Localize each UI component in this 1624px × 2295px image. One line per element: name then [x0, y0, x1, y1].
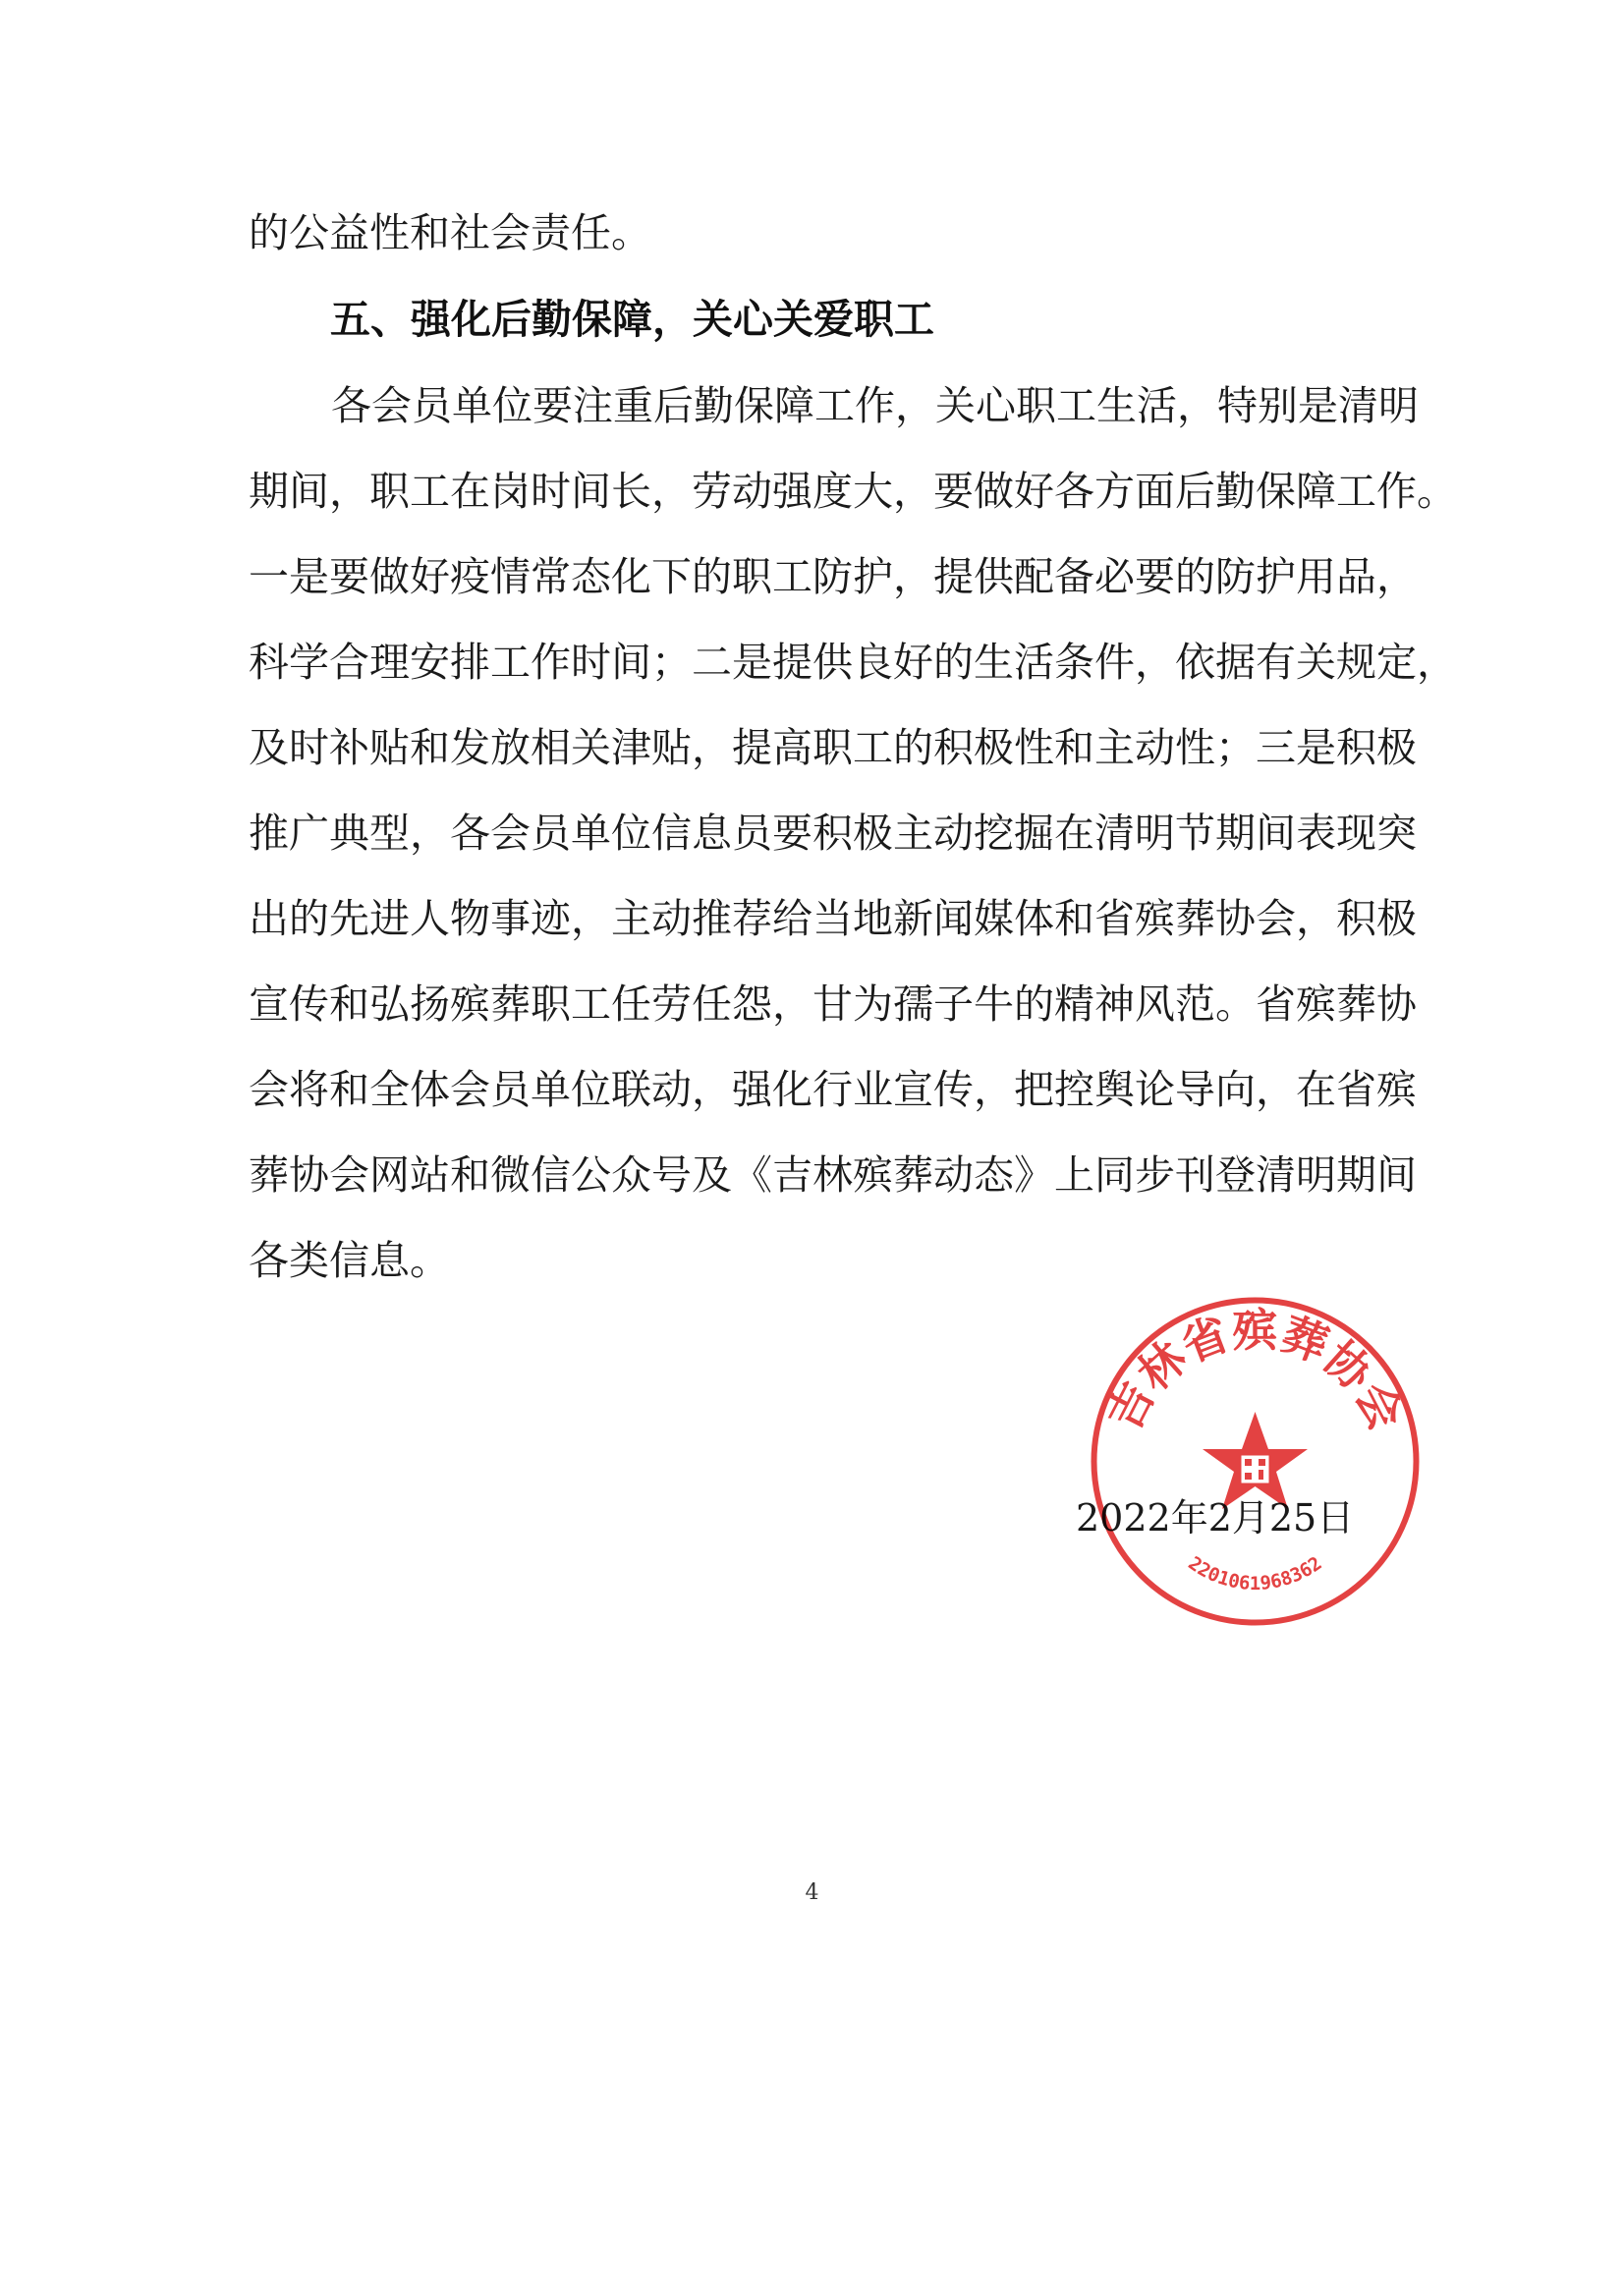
paragraph-line: 各会员单位要注重后勤保障工作，关心职工生活，特别是清明 [331, 382, 1419, 429]
paragraph-line: 期间，职工在岗时间长，劳动强度大，要做好各方面后勤保障工作。 [249, 468, 1457, 515]
paragraph-line: 科学合理安排工作时间；二是提供良好的生活条件，依据有关规定， [249, 639, 1457, 686]
section-heading: 五、强化后勤保障，关心关爱职工 [330, 296, 934, 343]
seal-qr-mark [1245, 1459, 1252, 1466]
seal-code-text: 2201061968362 [1184, 1552, 1326, 1595]
paragraph-line: 及时补贴和发放相关津贴，提高职工的积极性和主动性；三是积极 [249, 724, 1417, 771]
signature-date: 2022年2月25日 [1076, 1496, 1355, 1539]
paragraph-line: 各类信息。 [249, 1237, 450, 1284]
paragraph-line: 出的先进人物事迹，主动推荐给当地新闻媒体和省殡葬协会，积极 [249, 895, 1417, 942]
paragraph-line: 葬协会网站和微信公众号及《吉林殡葬动态》上同步刊登清明期间 [249, 1151, 1417, 1199]
seal-name-text: 吉林省殡葬协会 [1096, 1304, 1414, 1439]
page-number: 4 [805, 1880, 819, 1905]
paragraph-line: 推广典型，各会员单位信息员要积极主动挖掘在清明节期间表现突 [249, 810, 1417, 857]
paragraph-line: 会将和全体会员单位联动，强化行业宣传，把控舆论导向，在省殡 [249, 1066, 1417, 1113]
seal-qr-mark [1259, 1470, 1263, 1480]
paragraph-line: 宣传和弘扬殡葬职工任劳任怨，甘为孺子牛的精神风范。省殡葬协 [249, 980, 1417, 1028]
official-seal [1086, 1292, 1425, 1631]
seal-qr-icon [1240, 1454, 1270, 1484]
body-line-1: 的公益性和社会责任。 [249, 209, 651, 256]
seal-qr-mark [1259, 1459, 1265, 1466]
paragraph-line: 一是要做好疫情常态化下的职工防护，提供配备必要的防护用品， [249, 553, 1417, 600]
seal-qr-mark [1245, 1473, 1252, 1480]
